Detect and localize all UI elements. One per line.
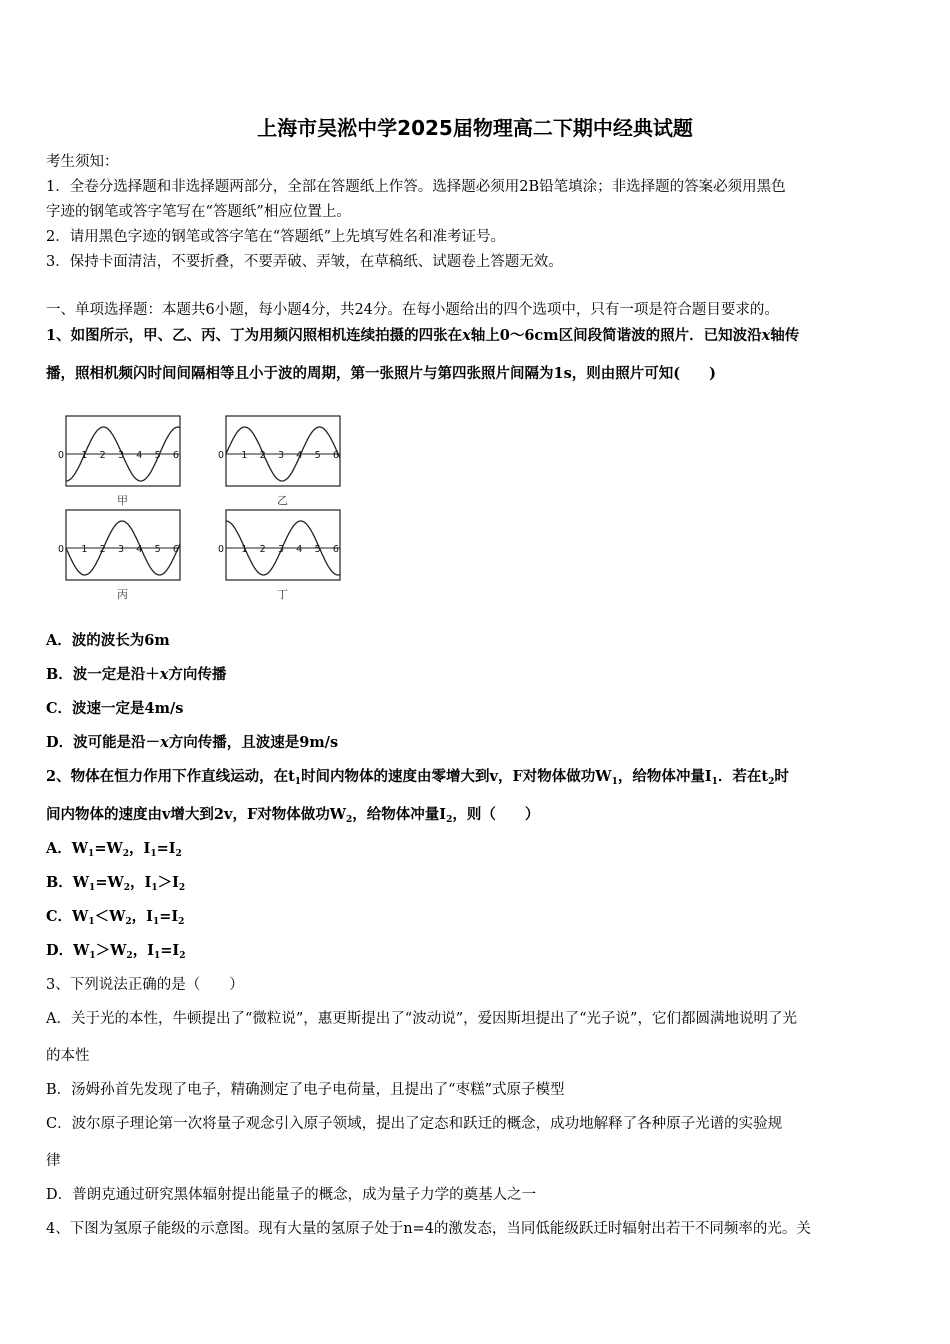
tick-label: 6: [332, 544, 339, 555]
q2-stem-line1: 2、物体在恒力作用下作直线运动，在$t_1$时间内物体的速度由零增大到v，F对物体做功$W_1$，给物体冲量$I_1$．若在$t_2$时: [46, 768, 789, 787]
wave-panel-ding: [218, 510, 340, 601]
tick-label: 2: [99, 544, 106, 555]
notice-item-2: 2．请用黑色字迹的钢笔或答字笔在“答题纸”上先填写姓名和准考证号。: [46, 229, 506, 245]
q3-option-c-line1: C．波尔原子理论第一次将量子观念引入原子领域，提出了定态和跃迁的概念，成功地解释了各种原子光谱的实验规: [46, 1116, 783, 1132]
tick-label: 4: [296, 450, 303, 461]
q3-option-a-line2: 的本性: [46, 1048, 90, 1064]
notice-heading: 考生须知：: [46, 154, 119, 170]
tick-label: 3: [117, 544, 124, 555]
tick-label: 0: [218, 544, 225, 555]
tick-label: 3: [277, 450, 284, 461]
q2-stem-line2: 间内物体的速度由v增大到2v，F对物体做功$W_2$，给物体冲量$I_2$，则（ ）: [46, 806, 540, 825]
q3-option-b: B．汤姆孙首先发现了电子，精确测定了电子电荷量，且提出了“枣糕”式原子模型: [46, 1082, 565, 1098]
tick-label: 1: [81, 450, 88, 461]
wave-panel-bing: [58, 510, 180, 601]
tick-label: 4: [136, 544, 143, 555]
section-heading: 一、单项选择题：本题共6小题，每小题4分，共24分。在每小题给出的四个选项中，只有一项是符合题目要求的。: [46, 302, 779, 318]
panel-label: 丙: [117, 588, 128, 601]
tick-label: 6: [172, 450, 179, 461]
tick-label: 5: [314, 544, 321, 555]
tick-label: 0: [58, 544, 65, 555]
tick-label: 4: [296, 544, 303, 555]
tick-label: 5: [154, 450, 161, 461]
q1-stem-line1: 1、如图所示，甲、乙、丙、丁为用频闪照相机连续拍摄的四张在x轴上0～6cm区间段简谐波的照片．已知波沿x轴传: [46, 327, 800, 344]
tick-label: 2: [259, 450, 266, 461]
q1-stem-line2: 播，照相机频闪时间间隔相等且小于波的周期，第一张照片与第四张照片间隔为1s，则由照片可知( ): [46, 365, 716, 382]
tick-label: 1: [81, 544, 88, 555]
q3-option-a-line1: A．关于光的本性，牛顿提出了“微粒说”，惠更斯提出了“波动说”，爱因斯坦提出了“光子说”，它们都圆满地说明了光: [46, 1011, 797, 1027]
q2-option-c: C．$W_1<W_2$，$I_1=I_2$: [46, 908, 185, 927]
tick-label: 0: [218, 450, 225, 461]
tick-label: 2: [99, 450, 106, 461]
tick-label: 2: [259, 544, 266, 555]
tick-label: 1: [241, 544, 248, 555]
tick-label: 6: [172, 544, 179, 555]
q1-option-b: B．波一定是沿＋x方向传播: [46, 666, 227, 683]
tick-label: 3: [117, 450, 124, 461]
wave-panel-jia: [58, 416, 180, 507]
notice-item-1b: 字迹的钢笔或答字笔写在“答题纸”相应位置上。: [46, 204, 351, 220]
q2-option-a: A．$W_1=W_2$，$I_1=I_2$: [46, 840, 182, 859]
tick-label: 5: [314, 450, 321, 461]
page-title: 上海市吴淞中学2025届物理高二下期中经典试题: [257, 116, 693, 140]
tick-label: 3: [277, 544, 284, 555]
wave-photos-figure: [52, 410, 352, 606]
tick-label: 0: [58, 450, 65, 461]
q2-option-d: D．$W_1>W_2$，$I_1=I_2$: [46, 942, 186, 961]
wave-panel-yi: [218, 416, 340, 507]
tick-label: 5: [154, 544, 161, 555]
tick-label: 1: [241, 450, 248, 461]
q4-stem: 4、下图为氢原子能级的示意图。现有大量的氢原子处于n=4的激发态，当同低能级跃迁时辐射出若干不同频率的光。关: [46, 1221, 811, 1237]
panel-label: 甲: [117, 494, 128, 507]
q3-stem: 3、下列说法正确的是（ ）: [46, 977, 244, 993]
q1-option-c: C．波速一定是4m/s: [46, 700, 184, 717]
q3-option-d: D．普朗克通过研究黑体辐射提出能量子的概念，成为量子力学的奠基人之一: [46, 1187, 537, 1203]
tick-label: 4: [136, 450, 143, 461]
panel-label: 丁: [277, 588, 288, 601]
panel-label: 乙: [277, 494, 288, 507]
notice-item-1a: 1．全卷分选择题和非选择题两部分，全部在答题纸上作答。选择题必须用2B铅笔填涂；非选择题的答案必须用黑色: [46, 179, 786, 195]
q2-option-b: B．$W_1=W_2$，$I_1>I_2$: [46, 874, 186, 893]
q1-option-a: A．波的波长为6m: [46, 632, 170, 649]
tick-label: 6: [332, 450, 339, 461]
q3-option-c-line2: 律: [46, 1153, 61, 1169]
q1-option-d: D．波可能是沿－x方向传播，且波速是9m/s: [46, 734, 339, 751]
notice-item-3: 3．保持卡面清洁，不要折叠，不要弄破、弄皱，在草稿纸、试题卷上答题无效。: [46, 254, 563, 270]
